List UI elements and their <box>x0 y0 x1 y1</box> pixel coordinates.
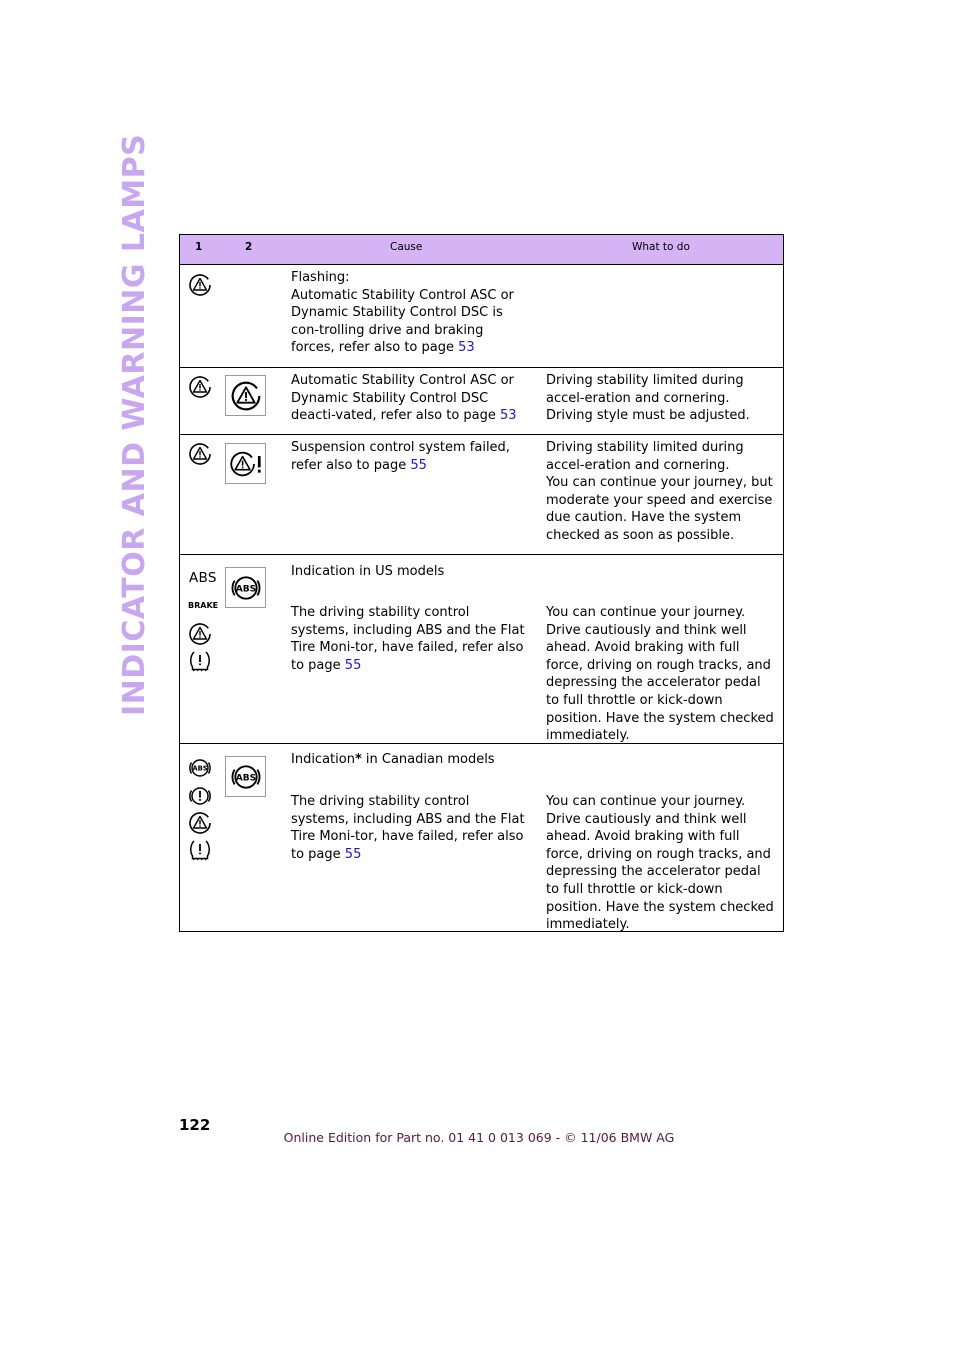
header-col2: 2 <box>245 241 253 253</box>
table-header <box>180 235 783 265</box>
abs-icon <box>225 756 266 797</box>
header-cause: Cause <box>390 241 423 253</box>
brake-warning-icon <box>188 784 212 808</box>
cause-text <box>291 269 531 357</box>
suspension-failure-icon <box>225 443 266 484</box>
table-row <box>180 368 783 435</box>
cause-lead: Indication in US models <box>291 564 445 579</box>
cause-text: Automatic Stability Control ASC or Dynamic Stability Control DSC deacti-vated, refer also to page 53 <box>291 373 517 424</box>
dsc-warning-icon <box>188 442 212 466</box>
side-title: INDICATOR AND WARNING LAMPS <box>117 133 152 716</box>
action-text: Driving stability limited during accel-eration and cornering. Driving style must be adjusted. <box>546 373 750 424</box>
dsc-warning-icon <box>188 811 212 835</box>
page-link[interactable]: 55 <box>344 657 362 673</box>
optional-equipment-star: * <box>354 752 362 767</box>
action-text: You can continue your journey. Drive cautiously and think well ahead. Avoid braking with full force, driving on rough tracks, and depressing the accelerator pedal to full throttle or kick-down position. Have the system checked immediately. <box>546 794 774 933</box>
page-link[interactable]: 55 <box>344 846 362 862</box>
cause-lead: Indication* in Canadian models <box>291 752 495 767</box>
cause-text: Suspension control system failed, refer also to page 55 <box>291 440 510 473</box>
table-row <box>180 435 783 555</box>
dsc-warning-icon <box>188 375 212 399</box>
page-link[interactable]: 53 <box>500 408 517 424</box>
table-row <box>180 555 783 744</box>
warning-lamps-table <box>179 234 784 932</box>
cause-text: The driving stability control systems, including ABS and the Flat Tire Moni-tor, have failed, refer also to page 55 <box>291 794 525 862</box>
dsc-deactivated-icon <box>225 375 266 416</box>
table-row <box>180 744 783 931</box>
abs-icon <box>225 567 266 608</box>
header-col1: 1 <box>195 241 203 253</box>
table-row <box>180 265 783 368</box>
dsc-warning-icon <box>188 622 212 646</box>
abs-text-icon: ABS <box>189 570 217 586</box>
page-link[interactable]: 53 <box>458 340 475 356</box>
flat-tire-icon <box>188 649 212 673</box>
footer <box>0 1130 954 1145</box>
cause-body: Automatic Stability Control ASC or Dynamic Stability Control DSC is con-trolling drive and braking forces, refer also to page 53 <box>291 287 514 356</box>
cause-text: The driving stability control systems, including ABS and the Flat Tire Moni-tor, have failed, refer also to page 55 <box>291 605 525 673</box>
action-text: You can continue your journey. Drive cautiously and think well ahead. Avoid braking with full force, driving on rough tracks, and depressing the accelerator pedal to full throttle or kick-down position. Have the system checked immediately. <box>546 605 774 744</box>
page-link[interactable]: 55 <box>410 457 427 473</box>
abs-icon <box>188 756 212 780</box>
action-text: Driving stability limited during accel-eration and cornering. You can continue your journey, but moderate your speed and exercise due caution. Have the system checked as soon as possible. <box>546 440 773 543</box>
cause-lead: Flashing: <box>291 270 350 285</box>
page-number: 122 <box>179 1116 211 1134</box>
flat-tire-icon <box>188 838 212 862</box>
header-what-to-do: What to do <box>632 241 690 253</box>
dsc-warning-icon <box>188 273 212 297</box>
brake-text-icon: BRAKE <box>188 601 219 610</box>
footer-text: Online Edition for Part no. 01 41 0 013 069 - © 11/06 BMW AG <box>283 1130 675 1145</box>
